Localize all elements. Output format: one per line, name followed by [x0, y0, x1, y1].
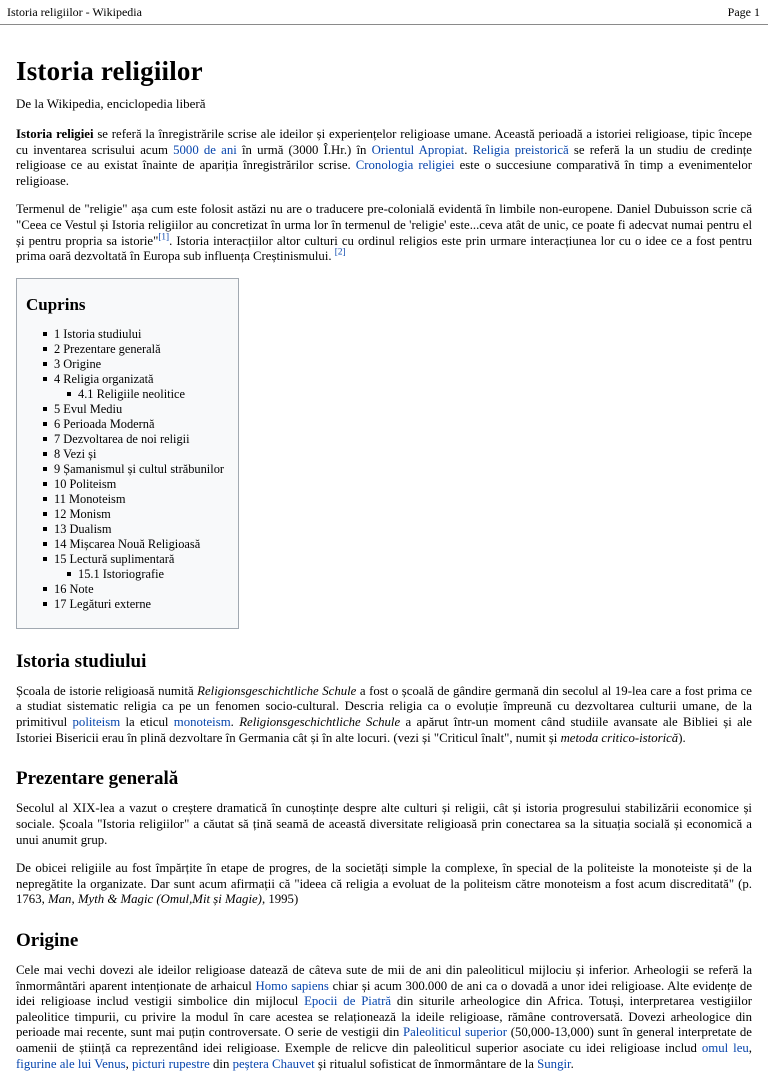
- toc-item-perioada-moderna[interactable]: [43, 417, 224, 432]
- square-bullet-icon: [43, 362, 47, 366]
- toc-item-religiile-neolitice[interactable]: [67, 387, 224, 402]
- toc-item-vezi-si[interactable]: [43, 447, 224, 462]
- toc-item-label: 13 Dualism: [54, 521, 112, 536]
- text-segment: se referă la un studiu de credințe religioase ce au existat înainte de apariția înregistrărilor scrise.: [16, 142, 752, 173]
- header-rule: [0, 24, 768, 25]
- square-bullet-icon: [43, 602, 47, 606]
- text-segment: chiar și acum 300.000 de ani ca o dovadă a unor idei religioase. Alte evidențe de idei religioase includ vestigii simbolice din mijlocul: [16, 978, 753, 1009]
- toc-item-origine[interactable]: [43, 357, 224, 372]
- square-bullet-icon: [43, 377, 47, 381]
- text-link[interactable]: Religia preistorică: [472, 142, 569, 157]
- toc-item-label: 5 Evul Mediu: [54, 401, 123, 416]
- square-bullet-icon: [43, 587, 47, 591]
- toc-item-label: 3 Origine: [54, 356, 102, 371]
- toc-list: [26, 327, 224, 612]
- print-header-page-number: Page 1: [727, 5, 760, 19]
- article-content: [0, 56, 768, 1072]
- text-segment: Man, Myth & Magic (Omul,Mit și Magie): [48, 892, 262, 907]
- square-bullet-icon: [43, 437, 47, 441]
- square-bullet-icon: [43, 452, 47, 456]
- text-link[interactable]: monoteism: [173, 715, 231, 730]
- toc-item-label: 2 Prezentare generală: [54, 341, 161, 356]
- square-bullet-icon: [67, 572, 71, 576]
- text-link[interactable]: politeism: [72, 715, 121, 730]
- article-title: Istoria religiilor: [16, 56, 203, 86]
- square-bullet-icon: [43, 542, 47, 546]
- square-bullet-icon: [67, 392, 71, 396]
- toc-heading: Cuprins: [26, 294, 86, 314]
- toc-item-label: 9 Șamanismul și cultul străbunilor: [54, 461, 225, 476]
- text-segment: Religionsgeschichtliche Schule: [197, 683, 357, 698]
- text-link[interactable]: Cronologia religiei: [355, 158, 455, 173]
- text-segment: ,: [748, 1041, 752, 1056]
- toc-item-religia-organizata[interactable]: [43, 372, 224, 387]
- text-segment: a fost o școală de gândire germană din secolul al 19-lea care a fost prima ce a studiat sistematic religia ca pe un fenomen socio-cultural. Descria religia ca o evoluție împreună cu dezvoltarea culturii umane, de la primitivul: [16, 683, 752, 730]
- text-link[interactable]: omul leu: [701, 1041, 749, 1056]
- toc-item-label: 7 Dezvoltarea de noi religii: [54, 431, 190, 446]
- text-segment: . Istoria interacțiilor altor culturi cu ordinul religios este prin urmare interacțiunea lor cu o idee ce a fost pentru prima oară dezvoltată în Europa sub influența Creștinismului.: [16, 233, 752, 264]
- text-segment: și ritualul sofisticat de înmormântare de la: [314, 1056, 538, 1071]
- toc-item-dualism[interactable]: [43, 522, 224, 537]
- text-segment: (50,000-13,000) sunt în general interpretate de oamenii de știință ca reprezentând idei religioase. Exemple de relicve din paleoliticul superior asociate cu idei religioase includ: [16, 1025, 752, 1056]
- text-segment: .: [464, 142, 473, 157]
- text-segment: De obicei religiile au fost împărțite în etape de progres, de la societăți simple la complexe, în special de la politeiste la monoteiste și de la nepregătite la organizate. Dar sunt acum afirmații că "ideea că religia a evoluat de la politeism către monoteism a fost acum discreditată" (p. 1763,: [16, 861, 752, 907]
- text-link[interactable]: Homo sapiens: [255, 978, 329, 993]
- square-bullet-icon: [43, 497, 47, 501]
- intro-paragraph-1: [16, 127, 752, 189]
- toc-item-miscarea-noua-religioasa[interactable]: [43, 537, 224, 552]
- toc-item-label: 11 Monoteism: [54, 491, 126, 506]
- square-bullet-icon: [43, 347, 47, 351]
- toc-item-label: 15 Lectură suplimentară: [54, 551, 175, 566]
- toc-item-dezvoltarea-de-noi-religii[interactable]: [43, 432, 224, 447]
- print-header-title: Istoria religiilor - Wikipedia: [7, 5, 142, 19]
- toc-item-label: 14 Mișcarea Nouă Religioasă: [54, 536, 201, 551]
- text-segment: Religionsgeschichtliche Schule: [239, 715, 401, 730]
- text-segment: ,: [125, 1056, 132, 1071]
- text-link[interactable]: picturi rupestre: [132, 1056, 210, 1071]
- toc-item-label: 6 Perioada Modernă: [54, 416, 155, 431]
- toc-item-label: 16 Note: [54, 581, 94, 596]
- toc-item-monism[interactable]: [43, 507, 224, 522]
- text-segment: din: [209, 1056, 233, 1071]
- toc-item-label: 17 Legături externe: [54, 596, 152, 611]
- section-prezentare-generala-paragraph-1: [16, 801, 752, 848]
- section-origine-paragraph: [16, 963, 752, 1072]
- text-link[interactable]: peștera Chauvet: [232, 1056, 315, 1071]
- reference-link[interactable]: [1]: [158, 231, 170, 242]
- toc-item-note[interactable]: [43, 582, 224, 597]
- text-segment: .: [570, 1056, 574, 1071]
- toc-item-label: 1 Istoria studiului: [54, 326, 142, 341]
- square-bullet-icon: [43, 527, 47, 531]
- article-subtitle: De la Wikipedia, enciclopedia liberă: [16, 96, 206, 111]
- section-heading-istoria-studiului: Istoria studiului: [16, 650, 147, 672]
- toc-item-legaturi-externe[interactable]: [43, 597, 224, 612]
- square-bullet-icon: [43, 407, 47, 411]
- text-link[interactable]: Paleoliticul superior: [402, 1025, 507, 1040]
- toc-item-istoriografie[interactable]: [67, 567, 224, 582]
- text-segment: , 1995): [261, 892, 299, 907]
- square-bullet-icon: [43, 512, 47, 516]
- toc-item-samanismul-si-cultul-strabunilor[interactable]: [43, 462, 224, 477]
- text-segment: ).: [678, 730, 686, 745]
- toc-item-label: 10 Politeism: [54, 476, 117, 491]
- toc-item-monoteism[interactable]: [43, 492, 224, 507]
- text-segment: Termenul de "religie" așa cum este folosit astăzi nu are o traducere pre-colonială evidentă în limbile non-europene. Daniel Dubuisson scrie că "Ceea ce Vestul și Istoria religiilor au concretizat în urma lor în termenul de 'religie' este...ceva atât de unic, ce poate fi adecvat numai pentru el și pentru propria sa istorie": [16, 202, 752, 248]
- text-segment: la eticul: [120, 715, 174, 730]
- toc-item-lectura-suplimentara[interactable]: [43, 552, 224, 567]
- text-link[interactable]: 5000 de ani: [173, 142, 237, 157]
- toc-item-politeism[interactable]: [43, 477, 224, 492]
- toc-box: [16, 278, 239, 629]
- square-bullet-icon: [43, 482, 47, 486]
- print-header: [0, 0, 768, 24]
- reference-link[interactable]: [2]: [334, 247, 346, 257]
- text-segment: din siturile arheologice din Africa. Totuși, interpretarea vestigiilor paleolitice timpurii, cu privire la modul în care acestea se relaționează la ideile religioase, rămâne controversată. Dovezi arheologice din perioade mai recente, sunt mai puțin controversate. O serie de vestigii din: [16, 994, 752, 1040]
- toc-item-prezentare-generala[interactable]: [43, 342, 224, 357]
- text-segment: metoda critico-istorică: [560, 730, 679, 745]
- text-segment: Școala de istorie religioasă numită: [16, 683, 198, 698]
- toc-item-label: 8 Vezi și: [54, 446, 97, 461]
- square-bullet-icon: [43, 422, 47, 426]
- toc-item-istoria-studiului[interactable]: [43, 327, 224, 342]
- text-segment: în urmă (3000 Î.Hr.) în: [236, 142, 372, 157]
- text-link[interactable]: Epocii de Piatră: [304, 994, 392, 1009]
- text-segment: .: [230, 715, 240, 730]
- text-link[interactable]: Orientul Apropiat: [371, 142, 465, 157]
- toc-item-label: 15.1 Istoriografie: [78, 566, 165, 581]
- section-heading-origine: Origine: [16, 929, 79, 951]
- text-segment: Secolul al XIX-lea a vazut o creștere dramatică în cunoștințe despre alte culturi și religii, cât și istoria progresului stabilizării economice și sociale. Școala "Istoria religiilor" a căutat să țină seamă de această diversitate religioasă prin conectarea sa la situația socială și economică a unui anumit grup.: [16, 801, 752, 847]
- text-segment: este o succesiune comparativă în timp a evenimentelor religioase.: [16, 158, 752, 188]
- text-segment: Cele mai vechi dovezi ale ideilor religioase datează de câteva sute de mii de ani din paleoliticul mijlociu și inferior. Arheologii se referă la înmormântări aparent intenționate de arhaicul: [16, 962, 752, 993]
- toc-item-label: 12 Monism: [54, 506, 111, 521]
- section-istoria-studiului-paragraph: [16, 684, 752, 746]
- square-bullet-icon: [43, 332, 47, 336]
- text-segment: Istoria religiei: [16, 127, 94, 141]
- text-link[interactable]: Sungir: [537, 1056, 571, 1071]
- square-bullet-icon: [43, 467, 47, 471]
- text-link[interactable]: figurine ale lui Venus: [16, 1056, 126, 1071]
- section-prezentare-generala-paragraph-2: [16, 861, 752, 908]
- toc-item-label: 4 Religia organizată: [54, 371, 154, 386]
- square-bullet-icon: [43, 557, 47, 561]
- text-segment: se referă la înregistrările scrise ale ideilor și experiențelor religioase umane. Această perioadă a istoriei religioase, tipic începe cu inventarea scrisului acum: [16, 127, 752, 157]
- toc-item-label: 4.1 Religiile neolitice: [78, 386, 186, 401]
- intro-paragraph-2: [16, 202, 752, 264]
- section-heading-prezentare-generala: Prezentare generală: [16, 768, 179, 790]
- toc-item-evul-mediu[interactable]: [43, 402, 224, 417]
- text-segment: a apărut într-un moment când studiile avansate ale Bibliei și ale Istoriei Bisericii erau în plină dezvoltare în Germania cât și în alte locuri. (vezi și "Criticul înalt", numit și: [16, 715, 752, 745]
